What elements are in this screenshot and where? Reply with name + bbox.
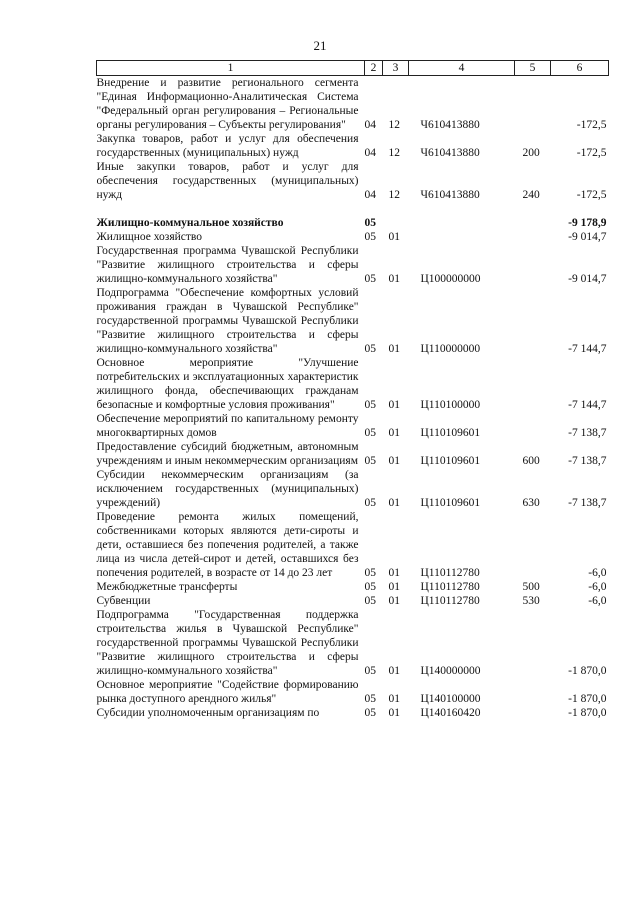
header-col-2: 2 — [365, 61, 383, 76]
row-amount: -6,0 — [588, 581, 607, 593]
table-row — [97, 440, 609, 468]
row-name: Подпрограмма "Государственная поддержка строительства жилья в Чувашской Республике" государственной программы Чувашской Республики "Развитие жилищного строительства и сферы жилищно-коммунального хозяйства" — [96, 609, 359, 677]
row-expense-type: 200 — [522, 147, 540, 159]
row-name: Субвенции — [96, 595, 151, 607]
row-expense-type — [515, 706, 551, 720]
row-amount: -7 144,7 — [568, 399, 607, 411]
budget-table — [96, 60, 609, 720]
row-expense-type: 630 — [522, 497, 540, 509]
row-subsection: 01 — [388, 693, 400, 705]
row-name: Основное мероприятие "Содействие формированию рынка доступного арендного жилья" — [96, 679, 359, 705]
row-name: Иные закупки товаров, работ и услуг для обеспечения государственных (муниципальных) нужд — [96, 161, 359, 201]
row-subsection: 01 — [388, 707, 400, 719]
row-target-code: Ц110100000 — [420, 399, 481, 411]
row-subsection: 01 — [388, 497, 400, 509]
table-row — [97, 356, 609, 412]
row-amount: -172,5 — [576, 147, 607, 159]
table-row — [97, 412, 609, 440]
header-col-5: 5 — [515, 61, 551, 76]
row-target-code: Ц110109601 — [420, 427, 481, 439]
row-section: 05 — [364, 273, 376, 285]
row-subsection: 01 — [388, 665, 400, 677]
row-section: 04 — [364, 147, 376, 159]
row-amount: -172,5 — [576, 189, 607, 201]
header-col-3: 3 — [383, 61, 409, 76]
table-row-section-total — [97, 216, 609, 230]
row-target-code — [409, 230, 515, 244]
row-name: Внедрение и развитие регионального сегмента "Единая Информационно-Аналитическая Система "Федеральный орган регулирования – Региональные органы регулирования – Субъекты регулирования" — [96, 77, 359, 131]
table-row — [97, 244, 609, 286]
row-subsection: 12 — [388, 189, 400, 201]
row-section: 05 — [364, 343, 376, 355]
header-col-6: 6 — [551, 61, 609, 76]
row-amount: -9 014,7 — [568, 273, 607, 285]
header-col-1: 1 — [97, 61, 365, 76]
row-expense-type — [515, 510, 551, 580]
row-section: 05 — [364, 231, 376, 243]
table-row — [97, 286, 609, 356]
row-target-code: Ц110112780 — [420, 581, 480, 593]
table-row — [97, 580, 609, 594]
row-expense-type — [515, 230, 551, 244]
row-target-code: Ц110109601 — [420, 497, 481, 509]
row-amount: -1 870,0 — [568, 693, 607, 705]
row-section: 05 — [364, 399, 376, 411]
table-row — [97, 76, 609, 133]
table-row — [97, 468, 609, 510]
row-section: 04 — [364, 189, 376, 201]
row-amount: -6,0 — [588, 595, 607, 607]
row-subsection: 01 — [388, 567, 400, 579]
row-expense-type — [515, 76, 551, 133]
row-name: Государственная программа Чувашской Республики "Развитие жилищного строительства и сферы жилищно-коммунального хозяйства" — [96, 245, 359, 285]
row-section: 05 — [364, 707, 376, 719]
row-expense-type — [515, 412, 551, 440]
row-section: 04 — [364, 119, 376, 131]
row-target-code: Ц100000000 — [420, 273, 481, 285]
row-target-code: Ч610413880 — [420, 119, 480, 131]
row-name: Проведение ремонта жилых помещений, собственниками которых являются дети-сироты и дети, оставшиеся без попечения родителей, а также лица из числа детей-сирот и детей, оставшихся без попечения родителей, в возрасте от 14 до 23 лет — [96, 511, 359, 579]
row-target-code: Ч610413880 — [420, 189, 480, 201]
row-amount: -1 870,0 — [568, 665, 607, 677]
row-amount: -7 144,7 — [568, 343, 607, 355]
row-amount: -1 870,0 — [568, 707, 607, 719]
table-row — [97, 160, 609, 202]
row-target-code: Ц140100000 — [420, 693, 481, 705]
row-section: 05 — [364, 497, 376, 509]
row-section: 05 — [364, 427, 376, 439]
row-subsection: 01 — [388, 231, 400, 243]
row-subsection: 01 — [388, 427, 400, 439]
row-amount: -7 138,7 — [568, 427, 607, 439]
row-amount: -9 014,7 — [568, 231, 607, 243]
row-name: Предоставление субсидий бюджетным, автономным учреждениям и иным некоммерческим организациям — [96, 441, 359, 467]
table-row — [97, 678, 609, 706]
row-subsection: 01 — [388, 273, 400, 285]
row-subsection: 01 — [388, 581, 400, 593]
row-expense-type: 500 — [522, 581, 540, 593]
table-row — [97, 510, 609, 580]
row-name: Жилищно-коммунальное хозяйство — [96, 217, 284, 229]
row-name: Жилищное хозяйство — [96, 231, 203, 243]
row-expense-type — [515, 678, 551, 706]
row-target-code: Ц140000000 — [420, 665, 481, 677]
table-header-row — [97, 61, 609, 76]
row-target-code — [409, 216, 515, 230]
row-section: 05 — [364, 455, 376, 467]
page-number: 21 — [313, 38, 327, 53]
row-expense-type — [515, 244, 551, 286]
row-name: Межбюджетные трансферты — [96, 581, 238, 593]
row-section: 05 — [364, 693, 376, 705]
row-name: Основное мероприятие "Улучшение потребительских и эксплуатационных характеристик жилищного фонда, обеспечивающих гражданам безопасные и комфортные условия проживания" — [96, 357, 359, 411]
row-subsection: 12 — [388, 119, 400, 131]
row-amount: -172,5 — [576, 119, 607, 131]
row-amount: -9 178,9 — [568, 217, 607, 229]
row-target-code: Ч610413880 — [420, 147, 480, 159]
row-target-code: Ц110112780 — [420, 595, 480, 607]
row-section: 05 — [364, 567, 376, 579]
row-subsection: 01 — [388, 399, 400, 411]
row-name: Подпрограмма "Обеспечение комфортных условий проживания граждан в Чувашской Республике" государственной программы Чувашской Республики "Развитие жилищного строительства и сферы жилищно-коммунального хозяйства" — [96, 287, 359, 355]
row-amount: -7 138,7 — [568, 497, 607, 509]
table-row — [97, 608, 609, 678]
row-expense-type: 600 — [522, 455, 540, 467]
row-subsection: 12 — [388, 147, 400, 159]
row-target-code: Ц140160420 — [420, 707, 481, 719]
row-expense-type — [515, 286, 551, 356]
row-amount: -6,0 — [588, 567, 607, 579]
table-row — [97, 706, 609, 720]
row-spacer — [97, 202, 609, 216]
row-expense-type — [515, 608, 551, 678]
row-subsection — [383, 216, 409, 230]
row-name: Субсидии уполномоченным организациям по — [96, 707, 320, 719]
table-row — [97, 132, 609, 160]
header-col-4: 4 — [409, 61, 515, 76]
row-name: Закупка товаров, работ и услуг для обеспечения государственных (муниципальных) нужд — [96, 133, 359, 159]
row-expense-type — [515, 356, 551, 412]
row-expense-type — [515, 216, 551, 230]
row-section: 05 — [364, 665, 376, 677]
table-row — [97, 594, 609, 608]
row-section: 05 — [364, 217, 376, 229]
row-target-code: Ц110000000 — [420, 343, 481, 355]
row-subsection: 01 — [388, 455, 400, 467]
row-name: Субсидии некоммерческим организациям (за исключением государственных (муниципальных) учреждений) — [96, 469, 359, 509]
row-name: Обеспечение мероприятий по капитальному ремонту многоквартирных домов — [96, 413, 359, 439]
row-amount: -7 138,7 — [568, 455, 607, 467]
row-section: 05 — [364, 595, 376, 607]
row-subsection: 01 — [388, 595, 400, 607]
row-section: 05 — [364, 581, 376, 593]
row-subsection: 01 — [388, 343, 400, 355]
row-expense-type: 240 — [522, 189, 540, 201]
row-target-code: Ц110109601 — [420, 455, 481, 467]
row-target-code: Ц110112780 — [420, 567, 480, 579]
row-expense-type: 530 — [522, 595, 540, 607]
table-row — [97, 230, 609, 244]
